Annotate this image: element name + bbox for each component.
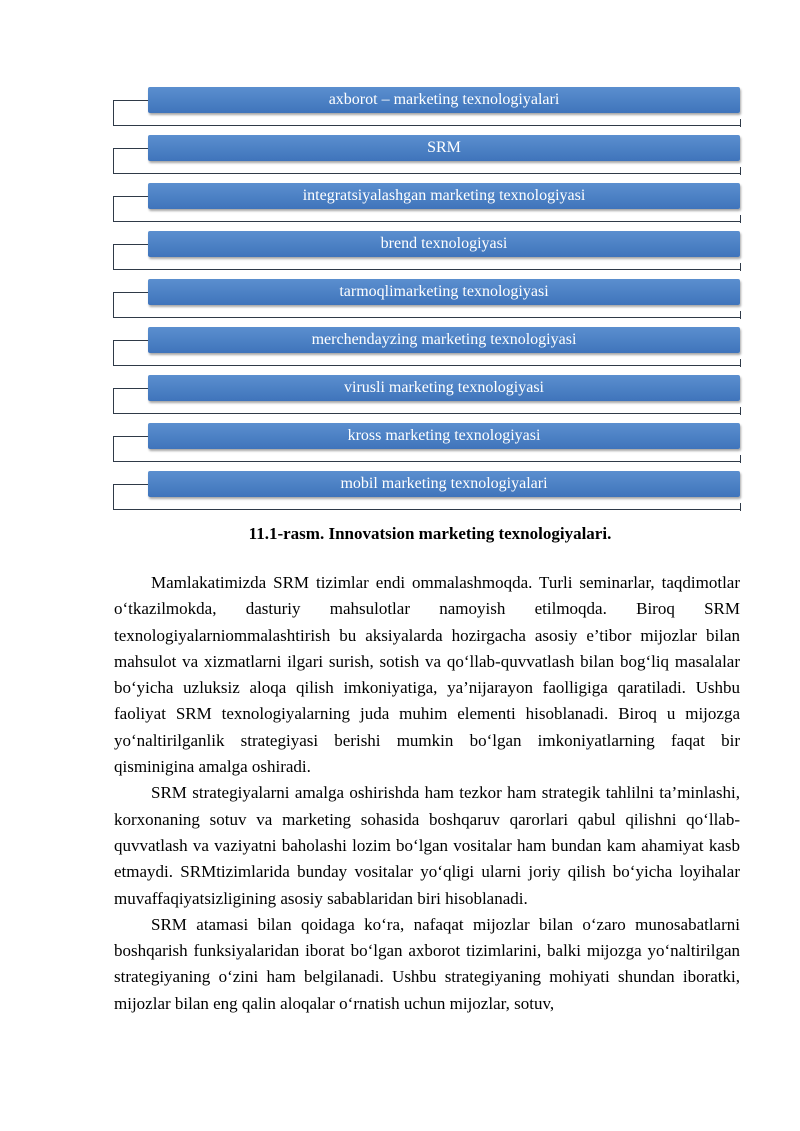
diagram-item: virusli marketing texnologiyasi: [148, 375, 740, 401]
technology-diagram: [0, 0, 800, 520]
body-text: [114, 570, 740, 1017]
diagram-item: integratsiyalashgan marketing texnologiyasi: [148, 183, 740, 209]
diagram-item: mobil marketing texnologiyalari: [148, 471, 740, 497]
paragraph: Mamlakatimizda SRM tizimlar endi ommalashmoqda. Turli seminarlar, taqdimotlar o‘tkazilmokda, dasturiy mahsulotlar namoyish etilmoqda. Biroq SRM texnologiyalarniommalashtirish bu aksiyalarda hozirgacha asosiy e’tibor mijozlar bilan mahsulot va xizmatlarni ilgari surish, sotish va qo‘llab-quvvatlash bilan bog‘liq masalalar bo‘yicha uzluksiz aloqa qilish imkoniyatiga, ya’nijarayon faolligiga qaratiladi. Ushbu faoliyat SRM texnologiyalarning juda muhim elementi hisoblanadi. Biroq u mijozga yo‘naltirilganlik strategiyasi berishi mumkin bo‘lgan imkoniyatlarning faqat bir qisminigina amalga oshiradi.: [114, 573, 740, 777]
diagram-item: brend texnologiyasi: [148, 231, 740, 257]
paragraph: SRM atamasi bilan qoidaga ko‘ra, nafaqat mijozlar bilan o‘zaro munosabatlarni boshqarish funksiyalaridan iborat bo‘lgan axborot tizimlarini, balki mijozga yo‘naltirilgan strategiyaning o‘zini ham belgilanadi. Ushbu strategiyaning mohiyati shundan iboratki, mijozlar bilan eng qalin aloqalar o‘rnatish uchun mijozlar, sotuv,: [114, 914, 740, 1013]
paragraph: SRM strategiyalarni amalga oshirishda ham tezkor ham strategik tahlilni ta’minlashi, korxonaning sotuv va marketing sohasida boshqaruv qarorlari qabul qilishni qo‘llab-quvvatlash va vaziyatni baholashi lozim bo‘lgan vositalar ham bundan kam ahamiyat kasb etmaydi. SRMtizimlarida bunday vositalar yo‘qligi ularni joriy qilish bo‘yicha loyihalar muvaffaqiyatsizligining asosiy sabablaridan biri hisoblanadi.: [114, 783, 740, 908]
diagram-item: merchendayzing marketing texnologiyasi: [148, 327, 740, 353]
diagram-item: kross marketing texnologiyasi: [148, 423, 740, 449]
figure-caption: 11.1-rasm. Innovatsion marketing texnologiyalari.: [248, 524, 612, 543]
diagram-item: tarmoqlimarketing texnologiyasi: [148, 279, 740, 305]
diagram-item: SRM: [148, 135, 740, 161]
diagram-item: axborot – marketing texnologiyalari: [148, 87, 740, 113]
